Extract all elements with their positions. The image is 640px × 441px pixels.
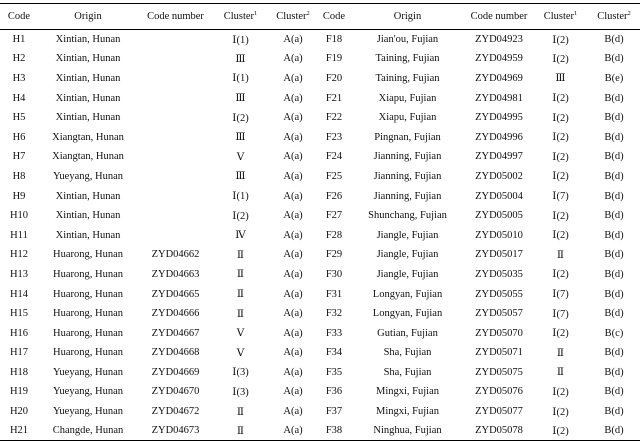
table-row <box>0 382 640 402</box>
cell-origin-right: Jianning, Fujian <box>373 151 442 163</box>
cell-code-number-right: ZYD04923 <box>475 34 523 46</box>
cell-cluster-2: A(a) <box>283 151 303 163</box>
cell-origin-right: Ninghua, Fujian <box>350 421 465 441</box>
cell-origin-right: Taining, Fujian <box>375 72 440 84</box>
table-row <box>0 421 640 441</box>
cell-cluster-1-right: Ⅰ(2) <box>552 328 569 340</box>
cell-cluster-2: A(a) <box>268 421 318 441</box>
cell-cluster-2-right: B(d) <box>604 366 624 378</box>
cell-origin: Huarong, Hunan <box>53 249 123 261</box>
cell-code-number-right: ZYD05070 <box>475 327 523 339</box>
table-row <box>0 147 640 167</box>
cell-cluster-1-right: Ⅲ <box>555 73 566 85</box>
table-row <box>0 363 640 383</box>
header-cluster-2-right: Cluster$^2$ <box>588 4 640 30</box>
cell-cluster-1: Ⅱ <box>236 289 245 301</box>
cell-origin: Xintian, Hunan <box>55 53 121 65</box>
cell-code-right: F30 <box>325 268 343 280</box>
cell-cluster-2: A(a) <box>283 34 303 46</box>
cell-origin: Yueyang, Hunan <box>53 170 123 182</box>
cell-code: H5 <box>12 112 26 124</box>
cell-code: H12 <box>9 249 29 261</box>
cell-code-number-right: ZYD04996 <box>475 131 523 143</box>
cell-cluster-1: Ⅱ <box>236 308 245 320</box>
cell-code-right: F38 <box>318 421 350 441</box>
cell-cluster-2-right: B(d) <box>604 151 624 163</box>
cell-code: H7 <box>12 151 26 163</box>
header-code-number-right: Code number <box>465 4 533 30</box>
cell-origin-right: Jiangle, Fujian <box>376 249 439 261</box>
table-row <box>0 304 640 324</box>
cell-code-number: ZYD04662 <box>151 249 200 261</box>
cell-cluster-2: A(a) <box>283 92 303 104</box>
cell-cluster-1-right: Ⅰ(2) <box>552 171 569 183</box>
cell-cluster-2-right: B(d) <box>604 112 624 124</box>
table-row <box>0 88 640 108</box>
cell-code-right: F24 <box>325 151 343 163</box>
table-row <box>0 127 640 147</box>
cell-origin: Xiangtan, Hunan <box>52 151 124 163</box>
cell-code-number-right: ZYD05010 <box>475 229 523 241</box>
cell-cluster-2: A(a) <box>283 288 303 300</box>
cell-origin-right: Jian'ou, Fujian <box>376 34 439 46</box>
header-code-right: Code <box>318 4 350 30</box>
cell-code: H3 <box>12 72 26 84</box>
cell-cluster-1-right: Ⅰ(7) <box>552 308 569 320</box>
cell-cluster-1-right: Ⅱ <box>556 347 565 359</box>
cell-code-number: ZYD04670 <box>151 386 200 398</box>
cell-cluster-2-right: B(d) <box>604 229 624 241</box>
cell-cluster-1: Ⅰ(3) <box>232 367 249 379</box>
header-cluster-2: Cluster$^2$ <box>268 4 318 30</box>
cell-code-number: ZYD04673 <box>138 421 213 441</box>
cell-code-number <box>138 147 213 167</box>
cell-code-number: ZYD04672 <box>151 406 200 418</box>
cell-code-number-right: ZYD05076 <box>475 386 523 398</box>
cell-origin: Xintian, Hunan <box>55 112 121 124</box>
cell-code: H4 <box>12 92 26 104</box>
cell-origin: Changde, Hunan <box>38 421 138 441</box>
cell-cluster-2: A(a) <box>283 72 303 84</box>
cell-code-number: ZYD04667 <box>151 327 200 339</box>
cell-code-number-right: ZYD04969 <box>475 72 523 84</box>
cell-code-right: F32 <box>325 308 343 320</box>
cell-code: H15 <box>9 308 29 320</box>
cell-cluster-2: A(a) <box>283 327 303 339</box>
header-cluster-1: Cluster$^1$ <box>213 4 268 30</box>
cell-code-number-right: ZYD05055 <box>475 288 523 300</box>
cell-cluster-1-right: Ⅰ(2) <box>552 406 569 418</box>
cell-code-number-right: ZYD05075 <box>475 366 523 378</box>
cell-origin: Huarong, Hunan <box>53 268 123 280</box>
cell-cluster-2-right: B(d) <box>588 421 640 441</box>
cell-cluster-2: A(a) <box>283 170 303 182</box>
cell-cluster-1-right: Ⅰ(2) <box>533 421 588 441</box>
cell-cluster-2: A(a) <box>283 131 303 143</box>
cell-code: H6 <box>12 131 26 143</box>
cell-code: H10 <box>9 210 29 222</box>
cell-origin: Xiangtan, Hunan <box>52 131 124 143</box>
cell-origin: Huarong, Hunan <box>53 288 123 300</box>
cell-code: H18 <box>9 366 29 378</box>
cell-cluster-2-right: B(d) <box>604 92 624 104</box>
cell-code-right: F33 <box>325 327 343 339</box>
cell-cluster-2-right: B(d) <box>604 210 624 222</box>
superscript-1: 1 <box>254 10 258 17</box>
superscript-1: 1 <box>574 10 578 17</box>
cell-code: H21 <box>0 421 38 441</box>
table-row <box>0 167 640 187</box>
cell-cluster-2: A(a) <box>283 190 303 202</box>
cell-origin-right: Jiangle, Fujian <box>376 268 439 280</box>
cell-code-number-right: ZYD05002 <box>475 170 523 182</box>
cell-origin: Yueyang, Hunan <box>53 406 123 418</box>
cell-code: H20 <box>9 406 29 418</box>
cell-code-number-right: ZYD04995 <box>475 112 523 124</box>
cell-code: H19 <box>9 386 29 398</box>
cell-code-number-right: ZYD05071 <box>475 347 523 359</box>
header-row <box>0 4 640 30</box>
cell-origin: Yueyang, Hunan <box>53 366 123 378</box>
cell-cluster-1-right: Ⅰ(2) <box>552 230 569 242</box>
cell-code: H16 <box>9 327 29 339</box>
cell-cluster-2-right: B(e) <box>604 72 624 84</box>
cell-cluster-1-right: Ⅰ(2) <box>552 34 569 46</box>
cell-code-right: F18 <box>325 34 343 46</box>
cell-cluster-2-right: B(d) <box>604 53 624 65</box>
cell-code: H1 <box>12 34 26 46</box>
cell-cluster-2-right: B(d) <box>604 288 624 300</box>
cell-cluster-2: A(a) <box>283 347 303 359</box>
cell-origin-right: Xiapu, Fujian <box>378 92 437 104</box>
cell-code-number-right: ZYD05077 <box>475 406 523 418</box>
header-code-number: Code number <box>138 4 213 30</box>
cell-cluster-2-right: B(d) <box>604 34 624 46</box>
cell-cluster-2: A(a) <box>283 229 303 241</box>
table-row <box>0 108 640 128</box>
cell-cluster-1-right: Ⅰ(2) <box>552 132 569 144</box>
cell-origin-right: Gutian, Fujian <box>377 327 438 339</box>
cell-cluster-2-right: B(d) <box>604 308 624 320</box>
table-row <box>0 49 640 69</box>
table-row <box>0 343 640 363</box>
cell-cluster-2: A(a) <box>283 249 303 261</box>
cell-origin-right: Sha, Fujian <box>383 347 432 359</box>
cell-origin-right: Jiangle, Fujian <box>376 229 439 241</box>
cell-cluster-1: Ⅰ(3) <box>232 386 249 398</box>
cell-code-right: F25 <box>325 170 343 182</box>
cell-code-number: ZYD04665 <box>151 288 200 300</box>
cell-cluster-2: A(a) <box>283 386 303 398</box>
cell-origin-right: Taining, Fujian <box>375 53 440 65</box>
cell-code-number <box>138 206 213 226</box>
cell-cluster-1-right: Ⅰ(7) <box>552 289 569 301</box>
cell-code-number-right: ZYD05017 <box>475 249 523 261</box>
cell-cluster-2: A(a) <box>283 366 303 378</box>
cell-origin-right: Jianning, Fujian <box>373 190 442 202</box>
cell-code-number-right: ZYD04997 <box>475 151 523 163</box>
table-row <box>0 186 640 206</box>
cell-code-number: ZYD04666 <box>151 308 200 320</box>
table-row <box>0 69 640 89</box>
cell-code-number <box>138 127 213 147</box>
cell-code-right: F28 <box>325 229 343 241</box>
cell-cluster-2-right: B(d) <box>604 190 624 202</box>
cell-cluster-2: A(a) <box>283 210 303 222</box>
cell-cluster-2-right: B(d) <box>604 249 624 261</box>
cell-origin-right: Mingxi, Fujian <box>375 386 439 398</box>
cell-code: H8 <box>12 170 26 182</box>
cell-cluster-1: Ⅲ <box>235 53 246 65</box>
cell-cluster-2-right: B(d) <box>604 406 624 418</box>
table-row <box>0 323 640 343</box>
cell-code-number <box>138 108 213 128</box>
cell-code: H14 <box>9 288 29 300</box>
cell-code-number-right: ZYD05035 <box>475 268 523 280</box>
cell-cluster-2: A(a) <box>283 308 303 320</box>
cell-cluster-2: A(a) <box>283 268 303 280</box>
cell-cluster-1-right: Ⅰ(2) <box>552 112 569 124</box>
cell-cluster-2: A(a) <box>283 112 303 124</box>
cell-cluster-2-right: B(d) <box>604 268 624 280</box>
cell-origin: Xintian, Hunan <box>55 210 121 222</box>
cell-cluster-2: A(a) <box>283 406 303 418</box>
cell-origin-right: Jianning, Fujian <box>373 170 442 182</box>
cell-code-right: F20 <box>325 72 343 84</box>
table-row <box>0 30 640 50</box>
cell-code-number-right: ZYD04981 <box>475 92 523 104</box>
table-row <box>0 245 640 265</box>
cell-cluster-1: Ⅲ <box>235 171 246 183</box>
cell-cluster-1-right: Ⅰ(2) <box>552 210 569 222</box>
cell-code-number-right: ZYD05004 <box>475 190 523 202</box>
cell-cluster-2-right: B(c) <box>604 327 624 339</box>
cell-code-number <box>138 167 213 187</box>
cell-code-right: F34 <box>325 347 343 359</box>
cell-code: H13 <box>9 268 29 280</box>
cell-code-right: F27 <box>325 210 343 222</box>
header-code: Code <box>0 4 38 30</box>
cell-origin-right: Longyan, Fujian <box>372 308 443 320</box>
header-cluster-1-right: Cluster$^1$ <box>533 4 588 30</box>
table-row <box>0 265 640 285</box>
cell-code-number <box>138 186 213 206</box>
cell-code-right: F21 <box>325 92 343 104</box>
cell-origin: Xintian, Hunan <box>55 190 121 202</box>
cell-code: H9 <box>12 190 26 202</box>
cell-code: H17 <box>9 347 29 359</box>
cell-origin-right: Xiapu, Fujian <box>378 112 437 124</box>
cell-cluster-1-right: Ⅰ(2) <box>552 53 569 65</box>
cell-code-right: F19 <box>325 53 343 65</box>
cell-cluster-2-right: B(d) <box>604 170 624 182</box>
cell-cluster-1: Ⅲ <box>235 132 246 144</box>
cell-origin-right: Pingnan, Fujian <box>374 131 441 143</box>
cell-cluster-1: Ⅱ <box>236 249 245 261</box>
cell-origin: Xintian, Hunan <box>55 34 121 46</box>
cell-code-number-right: ZYD05078 <box>465 421 533 441</box>
cell-code-right: F36 <box>325 386 343 398</box>
cell-code-number: ZYD04669 <box>151 366 200 378</box>
cell-origin: Huarong, Hunan <box>53 327 123 339</box>
cell-code-number <box>138 225 213 245</box>
cell-code-right: F29 <box>325 249 343 261</box>
cell-code-number <box>138 49 213 69</box>
cell-cluster-1-right: Ⅱ <box>556 249 565 261</box>
cell-cluster-1: Ⅴ <box>236 151 245 163</box>
cell-code-number: ZYD04663 <box>151 268 200 280</box>
superscript-2: 2 <box>306 10 310 17</box>
header-origin: Origin <box>38 4 138 30</box>
cell-code-number: ZYD04668 <box>151 347 200 359</box>
cell-cluster-1: Ⅱ <box>236 406 245 418</box>
cell-code-right: F37 <box>325 406 343 418</box>
cell-origin-right: Mingxi, Fujian <box>375 406 439 418</box>
header-origin-right: Origin <box>350 4 465 30</box>
germplasm-cluster-table <box>0 3 640 441</box>
cell-cluster-1-right: Ⅰ(2) <box>552 269 569 281</box>
cell-cluster-1: Ⅴ <box>236 347 245 359</box>
table-row <box>0 225 640 245</box>
cell-code-number <box>138 69 213 89</box>
cell-cluster-1-right: Ⅱ <box>556 367 565 379</box>
cell-cluster-2: A(a) <box>283 53 303 65</box>
cell-code-right: F22 <box>325 112 343 124</box>
cell-cluster-1: Ⅰ(2) <box>232 210 249 222</box>
cell-cluster-1: Ⅰ(2) <box>232 112 249 124</box>
superscript-2: 2 <box>627 10 631 17</box>
cell-code-number-right: ZYD04959 <box>475 53 523 65</box>
cell-cluster-2-right: B(d) <box>604 347 624 359</box>
cell-cluster-2-right: B(d) <box>604 131 624 143</box>
cell-origin-right: Sha, Fujian <box>383 366 432 378</box>
cell-code-right: F31 <box>325 288 343 300</box>
cell-code: H2 <box>12 53 26 65</box>
cell-cluster-1: Ⅰ(1) <box>232 73 249 85</box>
cell-cluster-1: Ⅲ <box>235 93 246 105</box>
cell-cluster-1-right: Ⅰ(7) <box>552 191 569 203</box>
table-body <box>0 30 640 441</box>
cell-cluster-1-right: Ⅰ(2) <box>552 151 569 163</box>
cell-code-right: F26 <box>325 190 343 202</box>
cell-cluster-1: Ⅳ <box>235 230 246 242</box>
cell-cluster-1: Ⅱ <box>213 421 268 441</box>
cell-origin-right: Shunchang, Fujian <box>368 210 447 222</box>
cell-origin: Xintian, Hunan <box>55 72 121 84</box>
cell-code-number <box>138 88 213 108</box>
cell-code: H11 <box>10 229 28 241</box>
cell-code-right: F35 <box>325 366 343 378</box>
cell-code-number-right: ZYD05057 <box>475 308 523 320</box>
cell-origin: Huarong, Hunan <box>53 347 123 359</box>
cell-cluster-1: Ⅴ <box>236 328 245 340</box>
cell-cluster-1: Ⅱ <box>236 269 245 281</box>
cell-cluster-2-right: B(d) <box>604 386 624 398</box>
cell-code-number <box>138 30 213 50</box>
cell-code-number-right: ZYD05005 <box>475 210 523 222</box>
cell-code-right: F23 <box>325 131 343 143</box>
table-row <box>0 206 640 226</box>
cell-origin: Xintian, Hunan <box>55 229 121 241</box>
table-row <box>0 284 640 304</box>
cell-origin-right: Longyan, Fujian <box>372 288 443 300</box>
cell-cluster-1: Ⅰ(1) <box>232 34 249 46</box>
cell-cluster-1-right: Ⅰ(2) <box>552 93 569 105</box>
table-row <box>0 402 640 422</box>
cell-origin: Yueyang, Hunan <box>53 386 123 398</box>
cell-origin: Xintian, Hunan <box>55 92 121 104</box>
cell-origin: Huarong, Hunan <box>53 308 123 320</box>
cell-cluster-1: Ⅰ(1) <box>232 191 249 203</box>
cell-cluster-1-right: Ⅰ(2) <box>552 386 569 398</box>
